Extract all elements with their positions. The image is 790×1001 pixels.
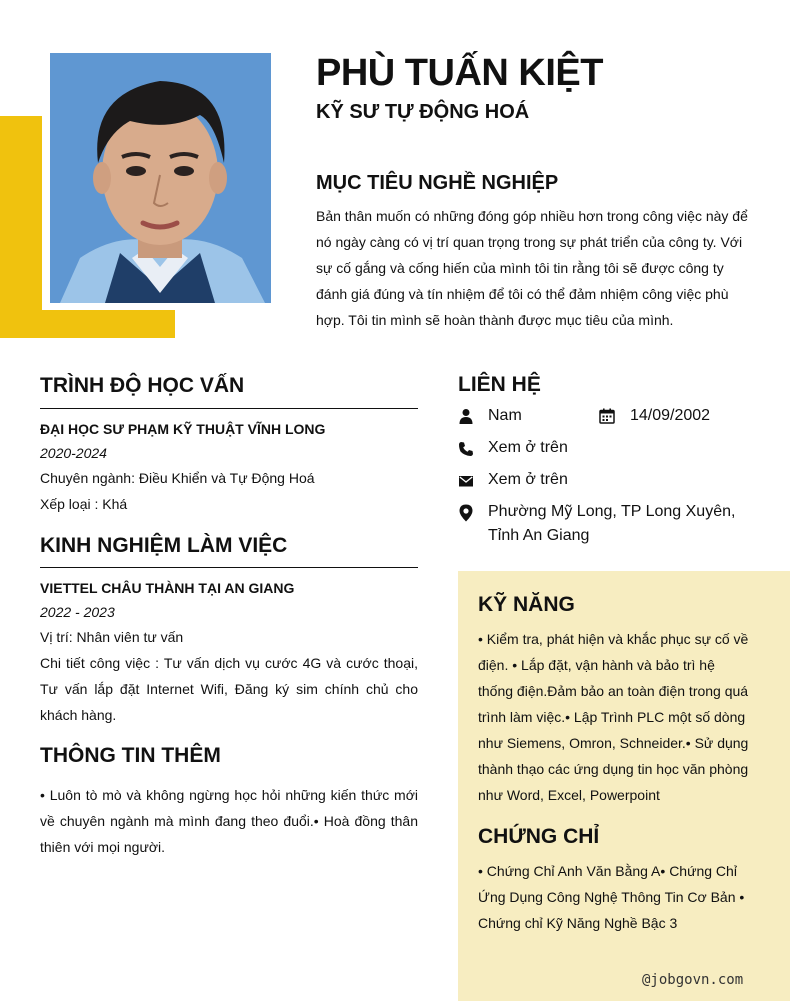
experience-position: Vị trí: Nhân viên tư vấn	[40, 629, 184, 645]
objective-heading: MỤC TIÊU NGHỀ NGHIỆP	[316, 172, 559, 194]
accent-bar-horizontal	[0, 310, 175, 338]
profile-photo	[50, 53, 271, 303]
certificates-heading: CHỨNG CHỈ	[478, 825, 600, 848]
education-heading: TRÌNH ĐỘ HỌC VẤN	[40, 374, 245, 397]
contact-heading: LIÊN HỆ	[458, 373, 541, 396]
education-grade: Xếp loại : Khá	[40, 496, 128, 512]
candidate-name: PHÙ TUẤN KIỆT	[316, 52, 603, 94]
contact-gender: Nam	[488, 407, 522, 424]
accent-bar-vertical	[0, 116, 42, 338]
contact-phone: Xem ở trên	[488, 439, 568, 456]
contact-email: Xem ở trên	[488, 471, 568, 488]
skills-text: • Kiểm tra, phát hiện và khắc phục sự cố về điện. • Lắp đặt, vận hành và bảo trì hệ thống điện.Đảm bảo an toàn điện trong quá trình làm việc.• Lập Trình PLC một số dòng như Siemens, Omron, Schneider.• Sử dụng thành thạo các ứng dụng tin học văn phòng như Word, Excel, Powerpoint	[478, 631, 749, 803]
experience-heading: KINH NGHIỆM LÀM VIỆC	[40, 534, 288, 557]
person-icon	[458, 408, 474, 424]
contact-address: Phường Mỹ Long, TP Long Xuyên, Tỉnh An Giang	[488, 503, 736, 544]
education-divider	[40, 408, 418, 409]
envelope-icon	[458, 473, 474, 489]
certificates-text: • Chứng Chỉ Anh Văn Bằng A• Chứng Chỉ Ứng Dụng Công Nghệ Thông Tin Cơ Bản • Chứng chỉ Kỹ Năng Nghề Bậc 3	[478, 863, 745, 931]
experience-divider	[40, 567, 418, 568]
experience-details: Chi tiết công việc : Tư vấn dịch vụ cước 4G và cước thoại, Tư vấn lắp đặt Internet Wifi, Đăng ký sim chính chủ cho khách hàng.	[40, 655, 418, 723]
watermark: @jobgovn.com	[642, 972, 744, 988]
additional-heading: THÔNG TIN THÊM	[40, 744, 221, 767]
location-pin-icon	[458, 504, 474, 522]
education-major: Chuyên ngành: Điều Khiển và Tự Động Hoá	[40, 470, 315, 486]
experience-years: 2022 - 2023	[40, 604, 115, 620]
phone-icon	[458, 441, 474, 457]
additional-text: • Luôn tò mò và không ngừng học hỏi những kiến thức mới về chuyên ngành mà mình đang theo đuổi.• Hoà đồng thân thiên với mọi người.	[40, 787, 418, 855]
skills-heading: KỸ NĂNG	[478, 593, 575, 616]
experience-company: VIETTEL CHÂU THÀNH TẠI AN GIANG	[40, 580, 295, 596]
education-years: 2020-2024	[40, 445, 107, 461]
contact-birthday: 14/09/2002	[630, 407, 711, 424]
candidate-title: KỸ SƯ TỰ ĐỘNG HOÁ	[316, 101, 530, 123]
calendar-icon	[599, 408, 615, 424]
education-school: ĐẠI HỌC SƯ PHẠM KỸ THUẬT VĨNH LONG	[40, 421, 326, 437]
objective-text: Bản thân muốn có những đóng góp nhiều hơn trong công việc này để nó ngày càng có vị trí quan trọng trong sự phát triển của công ty. Với sự cố gắng và cống hiến của mình tôi tin rằng tôi sẽ được công ty đánh giá đúng và tín nhiệm để tôi có thể đảm nhiệm công việc phù hợp. Tôi tin mình sẽ hoàn thành được mục tiêu của mình.	[316, 208, 748, 328]
